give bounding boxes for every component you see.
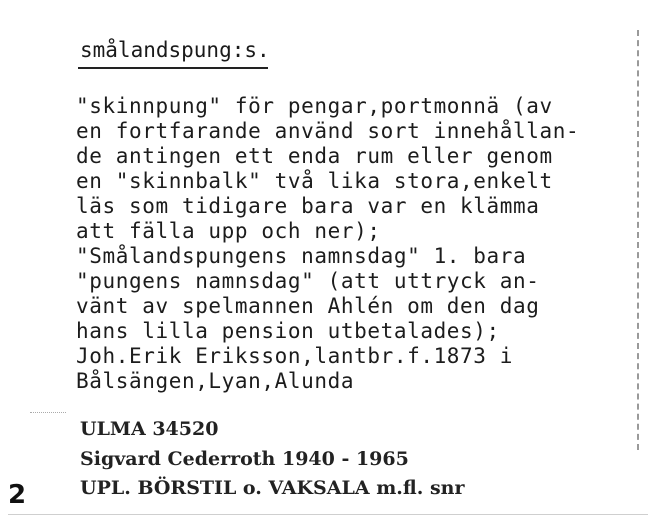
headword: smålandspung:s.: [80, 38, 270, 62]
text-line: en fortfarande använd sort innehållan-: [76, 119, 580, 143]
text-line: vänt av spelmannen Ahlén om den dag: [76, 294, 540, 318]
text-line: läs som tidigare bara var en klämma: [76, 194, 540, 218]
text-line: "pungens namnsdag" (att uttryck an-: [76, 269, 540, 293]
card-edge-bottom: [8, 514, 648, 515]
text-line: "Smålandspungens namnsdag" 1. bara: [76, 244, 527, 268]
location-line: UPL. BÖRSTIL o. VAKSALA m.fl. snr: [80, 477, 465, 499]
text-line: Joh.Erik Eriksson,lantbr.f.1873 i: [76, 344, 514, 368]
text-line: att fälla upp och ner);: [76, 219, 381, 243]
collector-line: Sigvard Cederroth 1940 - 1965: [80, 448, 409, 470]
text-line: hans lilla pension utbetalades);: [76, 319, 500, 343]
text-line: "skinnpung" för pengar,portmonnä (av: [76, 94, 553, 118]
card-edge-right: [637, 30, 639, 450]
text-line: en "skinnbalk" två lika stora,enkelt: [76, 169, 553, 193]
text-line: Bålsängen,Lyan,Alunda: [76, 369, 355, 393]
page-number: 2: [8, 480, 27, 510]
card-edge-mark: [30, 412, 66, 413]
headword-underline: [78, 67, 268, 69]
archive-id: ULMA 34520: [80, 418, 219, 440]
text-line: de antingen ett enda rum eller genom: [76, 144, 553, 168]
